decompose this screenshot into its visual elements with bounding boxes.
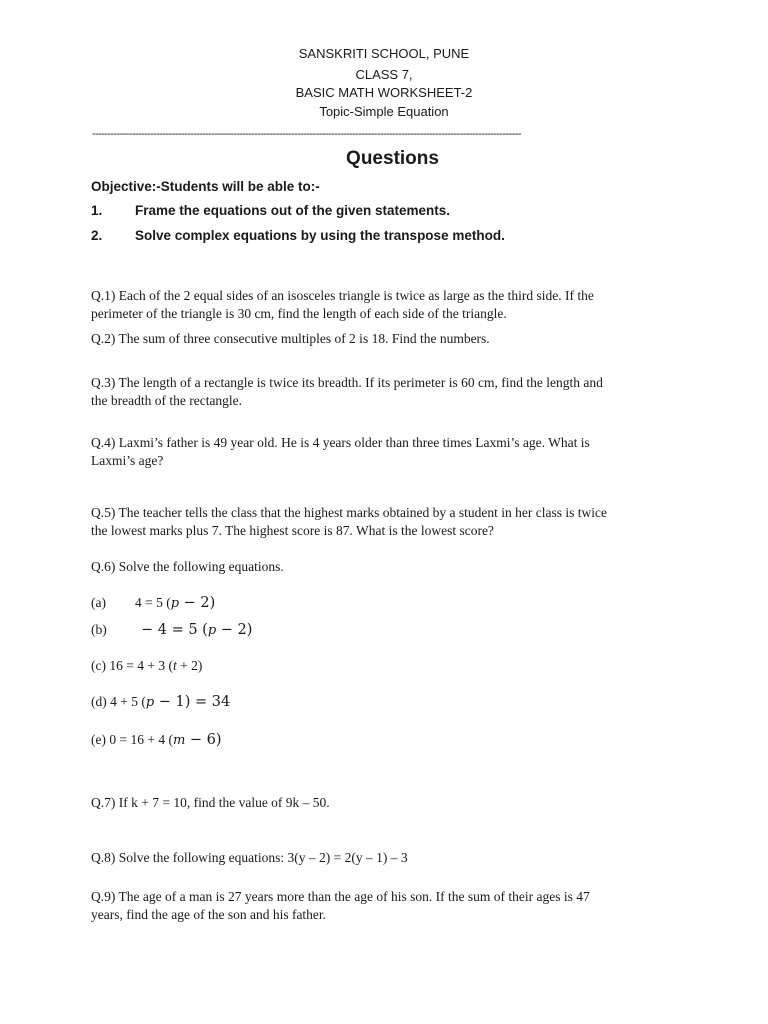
equation-e [91,732,222,748]
question-6: Q.6) Solve the following equations. [91,559,284,574]
question-1 [91,287,671,323]
question-3-line-1: Q.3) The length of a rectangle is twice its breadth. If its perimeter is 60 cm, find the length and [91,375,603,390]
equation-c [91,658,202,674]
equation-b-variable: p [207,623,217,638]
question-4 [91,434,671,470]
equation-b-label: (b) [91,622,107,637]
page-title: Questions [346,148,439,169]
divider-line: -------------------------------------------------------------------------------------------------------------------------------------------- [92,128,521,140]
question-3-line-2: the breadth of the rectangle. [91,393,243,408]
equation-a [91,595,215,611]
equation-b-text: − 4 = 5 ( [141,622,208,638]
equation-d-text: (d) 4 + 5 ( [91,694,146,709]
objective-number-1: 1. [91,203,103,218]
equation-a-variable: p [170,596,180,611]
equation-e-rest: − 6) [185,732,222,748]
equation-c-variable: t [172,658,177,673]
topic-label: Topic-Simple Equation [319,104,449,119]
question-1-line-2: perimeter of the triangle is 30 cm, find the length of each side of the triangle. [91,306,507,321]
question-7: Q.7) If k + 7 = 10, find the value of 9k – 50. [91,795,330,810]
question-8: Q.8) Solve the following equations: 3(y – 2) = 2(y – 1) – 3 [91,850,408,865]
equation-a-label: (a) [91,595,106,610]
objective-heading: Objective:-Students will be able to:- [91,179,320,194]
class-label: CLASS 7, [355,67,413,82]
equation-a-rest: − 2) [179,595,216,611]
question-9-line-2: years, find the age of the son and his father. [91,907,327,922]
question-5 [91,504,671,540]
equation-b-rest: − 2) [216,622,253,638]
question-2: Q.2) The sum of three consecutive multiples of 2 is 18. Find the numbers. [91,331,490,346]
question-9 [91,888,671,924]
question-5-line-1: Q.5) The teacher tells the class that the highest marks obtained by a student in her class is twice [91,505,607,520]
equation-d [91,694,230,710]
equation-c-text: (c) 16 = 4 + 3 ( [91,658,173,673]
objective-item-1: Frame the equations out of the given statements. [135,203,451,218]
question-3 [91,374,671,410]
equation-e-variable: m [172,733,186,748]
equation-e-text: (e) 0 = 16 + 4 ( [91,732,173,747]
question-1-line-1: Q.1) Each of the 2 equal sides of an isosceles triangle is twice as large as the third side. If the [91,288,594,303]
worksheet-title: BASIC MATH WORKSHEET-2 [295,85,473,100]
equation-d-variable: p [145,695,155,710]
question-4-line-1: Q.4) Laxmi’s father is 49 year old. He is 4 years older than three times Laxmi’s age. What is [91,435,590,450]
school-name: SANSKRITI SCHOOL, PUNE [298,46,470,61]
equation-b [91,622,252,638]
question-4-line-2: Laxmi’s age? [91,453,164,468]
question-5-line-2: the lowest marks plus 7. The highest score is 87. What is the lowest score? [91,523,494,538]
equation-d-rest: − 1) = 34 [154,694,231,710]
equation-a-text: 4 = 5 ( [135,595,171,610]
objective-number-2: 2. [91,228,103,243]
objective-item-2: Solve complex equations by using the transpose method. [135,228,505,243]
question-9-line-1: Q.9) The age of a man is 27 years more than the age of his son. If the sum of their ages is 47 [91,889,590,904]
equation-c-rest: + 2) [176,658,203,673]
